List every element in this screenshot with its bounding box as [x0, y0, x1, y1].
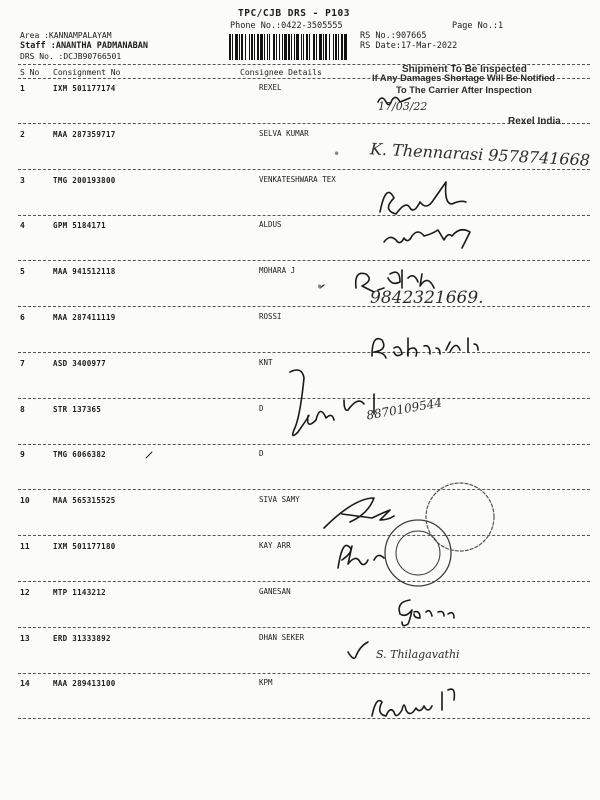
phone-number: Phone No.:0422-3505555	[230, 21, 343, 31]
row-divider	[18, 306, 590, 307]
consignment-number: ERD 31333892	[53, 633, 111, 643]
row-divider	[18, 444, 590, 445]
consignee-name: D	[259, 449, 264, 459]
row-divider	[18, 581, 590, 582]
signature-row-10	[324, 498, 394, 528]
sheet-title: TPC/CJB DRS - P103	[238, 8, 350, 19]
consignment-number: MAA 565315525	[53, 496, 116, 506]
consignee-name: SIVA SAMY	[259, 495, 300, 505]
consignee-name: KNT	[259, 357, 273, 367]
consignment-number: IXM 501177174	[53, 84, 116, 93]
consignee-name: GANESAN	[259, 586, 291, 596]
consignee-name: D	[259, 403, 264, 413]
row-divider	[18, 398, 590, 399]
row-number: 10	[20, 496, 30, 506]
col-consignee: Consignee Details	[240, 68, 322, 77]
consignee-name: ALDUS	[259, 220, 282, 230]
drs-number: DRS No. :DCJB90766501	[20, 52, 122, 61]
consignment-number: MAA 287359717	[53, 129, 116, 139]
consignee-name: KAY ARR	[259, 541, 291, 550]
date-stamp	[426, 483, 494, 551]
row-divider	[18, 627, 590, 628]
consignment-number: MAA 287411119	[53, 313, 116, 322]
row-divider	[18, 718, 590, 719]
col-sno: S No	[20, 68, 40, 77]
consignment-number: TMG 6066382	[53, 450, 106, 460]
stamp-line-2: If Any Damages Shortage Will Be Notified	[372, 73, 555, 83]
page-number: Page No.:1	[452, 21, 504, 31]
consignment-number: TMG 200193800	[53, 175, 116, 185]
row-number: 9	[20, 450, 25, 460]
consignee-name: SELVA KUMAR	[259, 128, 309, 138]
rs-date: RS Date:17-Mar-2022	[360, 41, 458, 51]
stamp-company: Rexel India	[508, 116, 561, 127]
handwritten-phone-8: 8870109544	[365, 395, 443, 423]
consignee-name: VENKATESHWARA TEX	[259, 174, 336, 184]
row-number: 12	[20, 587, 30, 597]
handwritten-receiver-2: K. Thennarasi 9578741668	[369, 139, 591, 170]
consignee-name: REXEL	[259, 83, 282, 92]
row-number: 8	[20, 404, 25, 414]
row-number: 2	[20, 129, 25, 139]
stamp-line-3: To The Carrier After Inspection	[396, 85, 532, 95]
consignment-number: STR 137365	[53, 404, 102, 414]
staff-label: Staff :ANANTHA PADMANABAN	[20, 41, 148, 51]
col-consignment: Consignment No	[53, 68, 121, 77]
row-number: 7	[20, 358, 25, 368]
consignee-name: KPM	[259, 678, 273, 688]
signature-row-14	[372, 689, 454, 716]
row-number: 5	[20, 267, 25, 277]
row-divider	[18, 352, 590, 353]
row-divider	[18, 215, 590, 216]
row-divider	[18, 489, 590, 490]
row-number: 3	[20, 175, 25, 185]
consignee-name: DHAN SEKER	[259, 632, 305, 642]
consignment-number: MTP 1143212	[53, 587, 106, 597]
round-stamp-inner	[396, 531, 440, 575]
signature-row-12	[399, 600, 454, 626]
row-divider	[18, 123, 590, 124]
round-stamp-outer	[385, 520, 451, 586]
row-divider	[18, 673, 590, 674]
handwritten-phone-5: 9842321669.	[370, 288, 484, 308]
consignment-number: GPM 5184171	[53, 221, 106, 231]
row-number: 13	[20, 633, 30, 643]
handwritten-date: 17/03/22	[378, 100, 428, 113]
signature-row-3	[380, 182, 466, 214]
area-label: Area :KANNAMPALAYAM	[20, 31, 112, 40]
row-number: 1	[20, 84, 25, 93]
row-number: 11	[20, 542, 30, 551]
row-number: 4	[20, 221, 25, 231]
stamp-line-1: Shipment To Be Inspected	[402, 64, 527, 75]
row-number: 6	[20, 313, 25, 322]
consignment-number: ASD 3400977	[53, 358, 106, 368]
row-divider	[18, 260, 590, 261]
signature-row-13	[348, 642, 368, 658]
signature-row-7-8	[290, 370, 374, 436]
consignment-number: IXM 501177180	[53, 542, 116, 551]
consignment-number: MAA 941512118	[53, 267, 116, 277]
signature-row-6	[372, 338, 478, 358]
row-divider	[18, 535, 590, 536]
row-divider	[18, 169, 590, 170]
row-number: 14	[20, 679, 30, 689]
consignment-number: MAA 289413100	[53, 679, 116, 689]
signature-row-11	[338, 545, 384, 568]
signature-row-4	[384, 230, 470, 248]
barcode	[229, 34, 349, 60]
mark-row-9	[146, 452, 152, 458]
consignee-name: MOHARA J	[259, 266, 296, 276]
rs-number: RS No.:907665	[360, 31, 427, 41]
handwritten-name-13: S. Thilagavathi	[376, 648, 460, 661]
consignee-name: ROSSI	[259, 312, 282, 321]
scan-mark: •	[316, 280, 324, 294]
scan-mark: •	[333, 147, 341, 161]
